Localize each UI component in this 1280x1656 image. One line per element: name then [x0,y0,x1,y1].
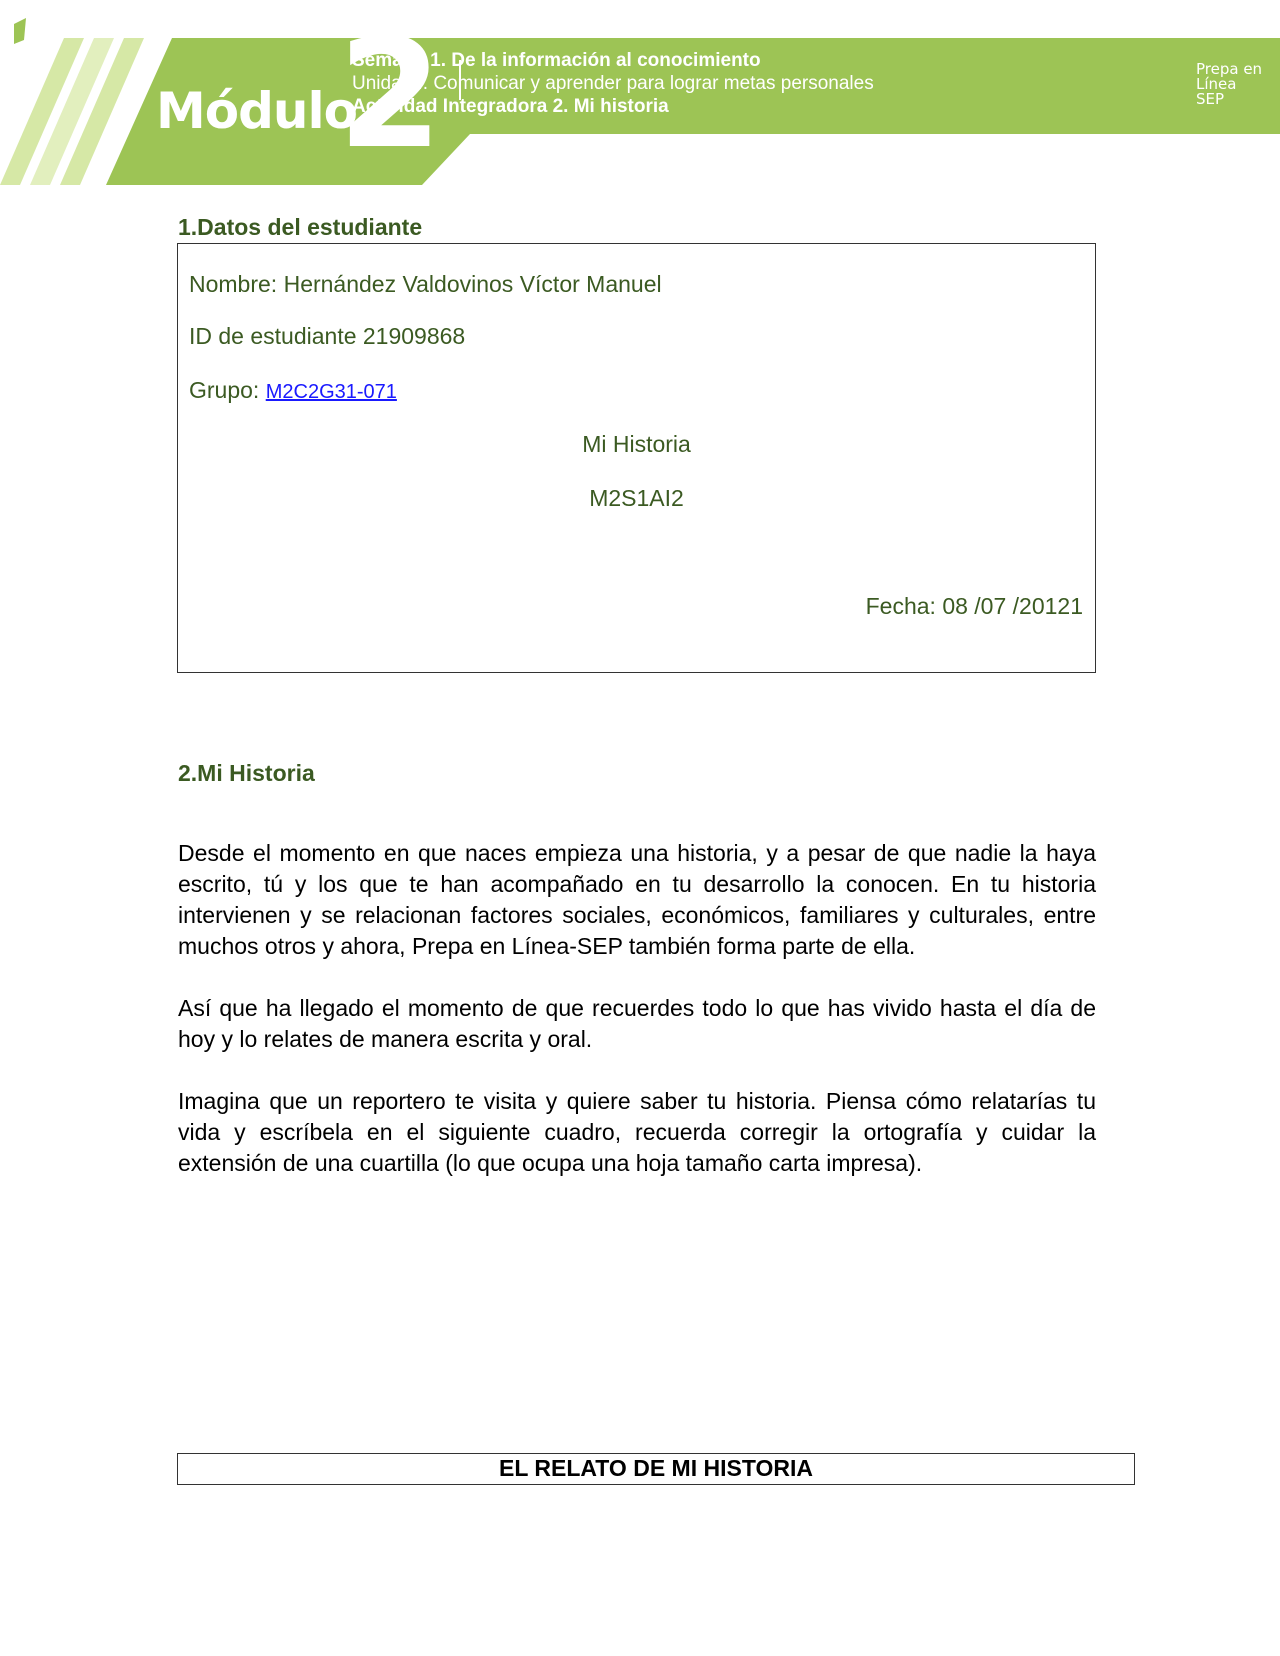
document-code: M2S1AI2 [589,485,684,511]
modulo-label: Módulo [156,82,357,140]
group-link[interactable]: M2C2G31-071 [265,381,397,403]
header-week: Semana 1. De la información al conocimiento [352,50,761,71]
student-group [189,377,397,404]
student-id: ID de estudiante 21909868 [189,323,466,349]
student-name: Nombre: Hernández Valdovinos Víctor Manuel [189,271,662,297]
logo-text-2: Línea [1196,75,1237,93]
story-box-title: EL RELATO DE MI HISTORIA [177,1453,1135,1485]
section-title-my-story: 2.Mi Historia [178,760,315,786]
section-title-student-data: 1.Datos del estudiante [178,214,423,240]
logo-text-1: Prepa en [1196,60,1263,78]
task-paragraph: Imagina que un reportero te visita y quiere saber tu historia. Piensa cómo relatarías tu vida y escríbela en el siguiente cuadro, recuerda corregir la ortografía y cuidar la extensión de una cuartilla (lo que ocupa una hoja tamaño carta impresa). [178,1088,1096,1176]
prepa-en-linea-logo-icon [0,0,72,66]
header-banner [0,0,1280,190]
student-data-box [177,243,1096,673]
date-line: Fecha: 08 /07 /20121 [865,593,1083,619]
header-text [352,49,874,118]
intro-paragraph: Desde el momento en que naces empieza una historia, y a pesar de que nadie la haya escrito, tú y los que te han acompañado en tu desarrollo la conocen. En tu historia intervienen y se relacionan factores sociales, económicos, familiares y culturales, entre muchos otros y ahora, Prepa en Línea-SEP también forma parte de ella. [178,840,1096,959]
header-unit: Unidad I. Comunicar y aprender para lograr metas personales [352,73,874,94]
instruction-paragraph: Así que ha llegado el momento de que recuerdes todo lo que has vivido hasta el día de hoy y lo relates de manera escrita y oral. [178,995,1096,1052]
logo-text-3: SEP [1196,90,1225,108]
group-label: Grupo: [189,377,266,403]
logo-text [1196,62,1262,107]
header-activity: Actividad Integradora 2. Mi historia [352,96,669,117]
modulo-number: 2 [338,8,443,182]
document-title: Mi Historia [582,431,691,457]
